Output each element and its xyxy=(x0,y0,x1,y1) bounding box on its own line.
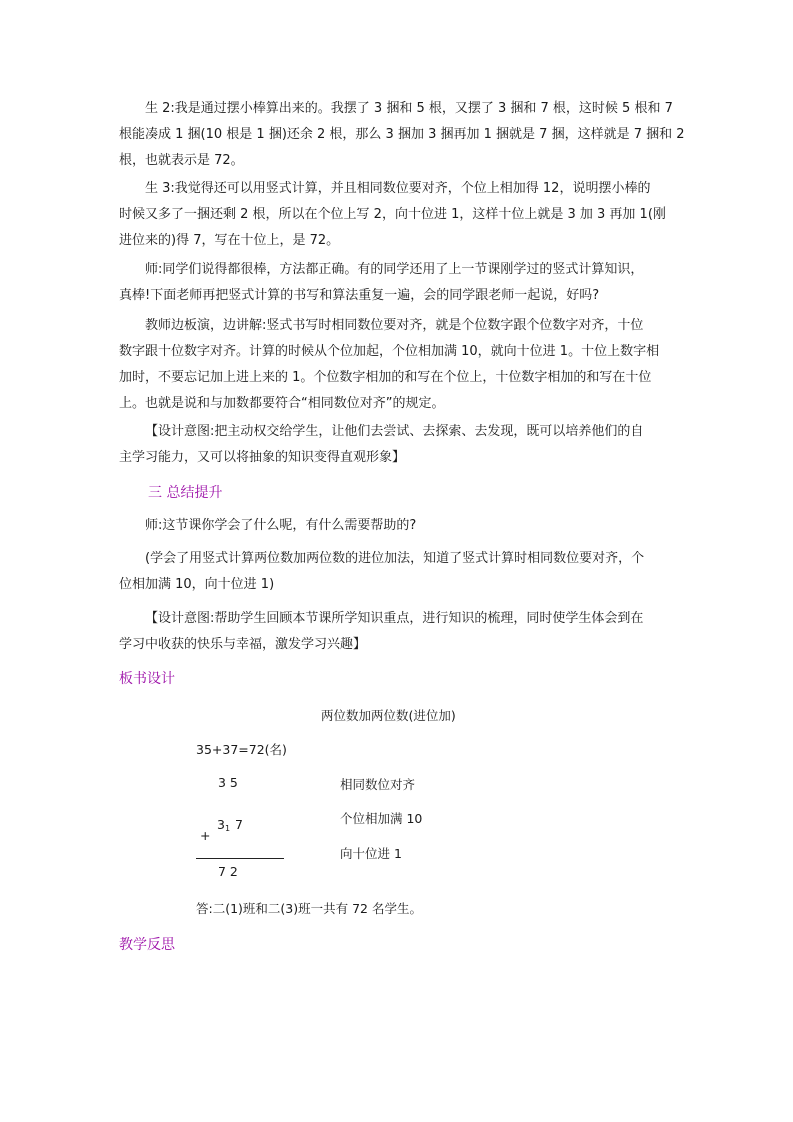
board-title: 两位数加两位数(进位加) xyxy=(321,708,456,723)
paragraph-teacher-question xyxy=(119,513,679,539)
plus-sign: + xyxy=(200,828,211,843)
text-line: 学习中收获的快乐与幸福，激发学习兴趣】 xyxy=(119,637,367,652)
note-carry-to-tens: 向十位进 1 xyxy=(340,846,402,861)
text-line: 【设计意图:把主动权交给学生，让他们去尝试、去探索、去发现，既可以培养他们的自 xyxy=(145,424,644,439)
text-line: 根能凑成 1 捆(10 根是 1 捆)还余 2 根，那么 3 捆加 3 捆再加 1 捆就是 7 捆，这样就是 7 捆和 2 xyxy=(119,127,685,142)
text-line: 生 2:我是通过摆小棒算出来的。我摆了 3 捆和 5 根，又摆了 3 捆和 7 根，这时候 5 根和 7 xyxy=(145,101,673,116)
paragraph-student2 xyxy=(119,96,685,174)
text-line: 数字跟十位数字对齐。计算的时候从个位加起，个位相加满 10，就向十位进 1。十位上数字相 xyxy=(119,344,660,359)
paragraph-design-intent-2 xyxy=(119,606,679,658)
text-line: (学会了用竖式计算两位数加两位数的进位加法，知道了竖式计算时相同数位要对齐，个 xyxy=(145,551,645,566)
text-line: 时候又多了一捆还剩 2 根，所以在个位上写 2，向十位进 1，这样十位上就是 3 加 3 再加 1(刚 xyxy=(119,207,666,222)
text-line: 位相加满 10，向十位进 1) xyxy=(119,577,275,592)
note-ones-full-ten: 个位相加满 10 xyxy=(340,811,423,826)
text-line: 根，也就表示是 72。 xyxy=(119,153,244,168)
board-equation: 35+37=72(名) xyxy=(196,742,287,757)
paragraph-design-intent-1 xyxy=(119,419,679,471)
text-line: 教师边板演，边讲解:竖式书写时相同数位要对齐，就是个位数字跟个位数字对齐，十位 xyxy=(145,318,644,333)
addend-2-ones: 7 xyxy=(235,817,243,832)
text-line: 加时，不要忘记加上进上来的 1。个位数字相加的和写在个位上，十位数字相加的和写在十位 xyxy=(119,370,652,385)
text-line: 师:这节课你学会了什么呢，有什么需要帮助的? xyxy=(145,518,417,533)
text-line: 真棒!下面老师再把竖式计算的书写和算法重复一遍，会的同学跟老师一起说，好吗? xyxy=(119,288,600,303)
sum-result: 7 2 xyxy=(218,864,238,879)
text-line: 【设计意图:帮助学生回顾本节课所学知识重点，进行知识的梳理，同时使学生体会到在 xyxy=(145,611,644,626)
text-line: 生 3:我觉得还可以用竖式计算，并且相同数位要对齐，个位上相加得 12，说明摆小棒的 xyxy=(145,181,651,196)
paragraph-summary-answer xyxy=(119,546,679,598)
paragraph-teacher-explain xyxy=(119,313,679,417)
paragraph-teacher-praise xyxy=(119,257,679,309)
paragraph-student3 xyxy=(119,176,679,254)
addend-1: 3 5 xyxy=(218,775,238,790)
sum-line xyxy=(196,858,284,859)
note-align-digits: 相同数位对齐 xyxy=(340,777,416,792)
teaching-reflection-heading: 教学反思 xyxy=(119,937,175,953)
text-line: 主学习能力，又可以将抽象的知识变得直观形象】 xyxy=(119,450,406,465)
text-line: 上。也就是说和与加数都要符合“相同数位对齐”的规定。 xyxy=(119,396,445,411)
board-answer: 答:二(1)班和二(3)班一共有 72 名学生。 xyxy=(196,901,422,916)
section-heading-summary: 三 总结提升 xyxy=(148,485,223,501)
carry-digit: 1 xyxy=(225,824,231,833)
board-design-heading: 板书设计 xyxy=(119,671,175,687)
text-line: 进位来的)得 7，写在十位上，是 72。 xyxy=(119,233,340,248)
addend-2-tens: 3 xyxy=(217,817,225,832)
text-line: 师:同学们说得都很棒，方法都正确。有的同学还用了上一节课刚学过的竖式计算知识， xyxy=(145,262,644,277)
